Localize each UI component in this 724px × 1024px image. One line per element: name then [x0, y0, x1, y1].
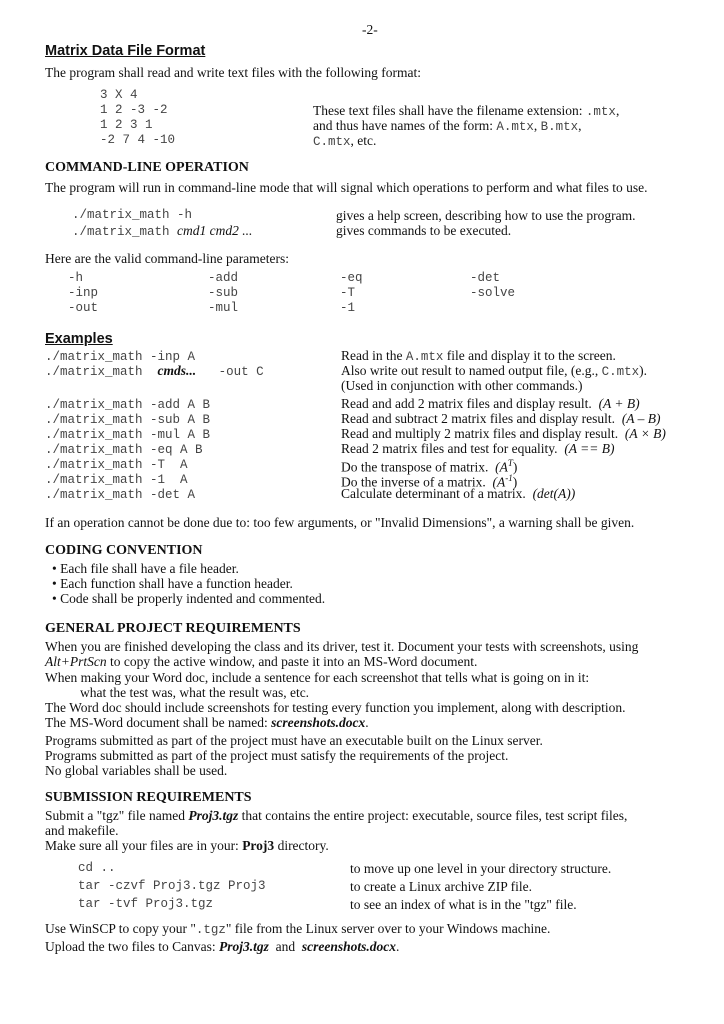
- matrix-line: 1 2 3 1: [100, 118, 153, 132]
- example-desc: Read in the A.mtx file and display it to the screen.: [341, 348, 616, 364]
- general-text: Alt+PrtScn to copy the active window, and paste it into an MS-Word document.: [45, 654, 478, 669]
- warning-text: If an operation cannot be done due to: too few arguments, or "Invalid Dimensions", a warning shall be given.: [45, 515, 635, 530]
- general-text: Programs submitted as part of the project must have an executable built on the Linux server.: [45, 733, 543, 748]
- heading-examples: Examples: [45, 331, 113, 347]
- submission-command: cd ..: [78, 861, 116, 875]
- command-text: ./matrix_math -det A: [45, 488, 196, 502]
- example-desc: Read and subtract 2 matrix files and display result. (A – B): [341, 411, 661, 426]
- command-desc: gives commands to be executed.: [336, 223, 512, 238]
- command-text: ./matrix_math -sub A B: [45, 413, 211, 427]
- general-text: The Word doc should include screenshots for testing every function you implement, along with description.: [45, 700, 626, 715]
- command-desc: gives a help screen, describing how to use the program.: [336, 208, 636, 223]
- heading-matrix-format: Matrix Data File Format: [45, 43, 206, 59]
- matrix-line: 3 X 4: [100, 88, 138, 102]
- cmdline-intro: The program will run in command-line mode that will signal which operations to perform and what files to use.: [45, 180, 648, 195]
- example-desc: Do the transpose of matrix. $(A^T)$: [341, 458, 518, 475]
- heading-general: GENERAL PROJECT REQUIREMENTS: [45, 621, 301, 636]
- general-text: what the test was, what the result was, etc.: [80, 685, 310, 700]
- command-text: ./matrix_math -T A: [45, 458, 188, 472]
- submission-command: tar -tvf Proj3.tgz: [78, 897, 214, 911]
- heading-command-line: COMMAND-LINE OPERATION: [45, 160, 249, 175]
- example-desc: Read and multiply 2 matrix files and display result. (A × B): [341, 426, 666, 441]
- submission-text: Upload the two files to Canvas: Proj3.tgz and screenshots.docx.: [45, 939, 400, 954]
- general-text: When you are finished developing the class and its driver, test it. Document your tests with screenshots, using: [45, 639, 639, 654]
- param-item: -out: [68, 301, 99, 315]
- param-item: -det: [470, 271, 501, 285]
- submission-text: Make sure all your files are in your: Proj3 directory.: [45, 838, 329, 853]
- param-item: -inp: [68, 286, 99, 300]
- param-item: -mul: [208, 301, 239, 315]
- page-number: -2-: [362, 22, 378, 37]
- command: ./matrix_math cmd1 cmd2 ...: [72, 223, 253, 239]
- param-item: -eq: [340, 271, 363, 285]
- example-desc: Do the inverse of a matrix. $(A^{-1})$: [341, 473, 518, 490]
- command-text: ./matrix_math -1 A: [45, 473, 188, 487]
- param-item: -1: [340, 301, 356, 315]
- bullet-item: • Code shall be properly indented and commented.: [52, 591, 325, 606]
- general-text: The MS-Word document shall be named: screenshots.docx.: [45, 715, 369, 730]
- command-text: ./matrix_math -mul A B: [45, 428, 211, 442]
- format-intro: The program shall read and write text files with the following format:: [45, 65, 422, 80]
- submission-text: Use WinSCP to copy your ".tgz" file from the Linux server over to your Windows machine.: [45, 921, 551, 937]
- example-desc: Read and add 2 matrix files and display result. (A + B): [341, 396, 640, 411]
- general-text: When making your Word doc, include a sentence for each screenshot that tells what is going on in it:: [45, 670, 590, 685]
- format-note: and thus have names of the form: A.mtx, B.mtx,: [313, 118, 582, 134]
- param-item: -add: [208, 271, 239, 285]
- submission-command-desc: to see an index of what is in the "tgz" file.: [350, 897, 577, 912]
- submission-text: and makefile.: [45, 823, 119, 838]
- command-text: ./matrix_math: [45, 365, 158, 379]
- param-item: -sub: [208, 286, 239, 300]
- format-note: C.mtx, etc.: [313, 133, 377, 149]
- matrix-line: 1 2 -3 -2: [100, 103, 168, 117]
- param-item: -h: [68, 271, 84, 285]
- example-desc: Also write out result to named output file, (e.g., C.mtx).: [341, 363, 647, 379]
- submission-command-desc: to create a Linux archive ZIP file.: [350, 879, 533, 894]
- bullet-item: • Each function shall have a function header.: [52, 576, 293, 591]
- submission-command-desc: to move up one level in your directory structure.: [350, 861, 612, 876]
- example-command: [45, 486, 195, 503]
- matrix-line: -2 7 4 -10: [100, 133, 176, 147]
- command-arg: cmds...: [157, 363, 197, 378]
- general-text: Programs submitted as part of the project must satisfy the requirements of the project.: [45, 748, 509, 763]
- param-item: -T: [340, 286, 356, 300]
- format-note: These text files shall have the filename extension: .mtx,: [313, 103, 620, 119]
- bullet-item: • Each file shall have a file header.: [52, 561, 239, 576]
- heading-submission: SUBMISSION REQUIREMENTS: [45, 790, 252, 805]
- command-text: ./matrix_math -add A B: [45, 398, 211, 412]
- example-desc: Calculate determinant of a matrix. (det(A)): [341, 486, 576, 501]
- submission-command: tar -czvf Proj3.tgz Proj3: [78, 879, 266, 893]
- command-text: ./matrix_math -inp A: [45, 350, 196, 364]
- example-desc: (Used in conjunction with other commands.): [341, 378, 583, 393]
- general-text: No global variables shall be used.: [45, 763, 228, 778]
- example-desc: Read 2 matrix files and test for equality. (A == B): [341, 441, 615, 456]
- command: ./matrix_math -h: [72, 208, 193, 222]
- command-text: -out C: [196, 365, 264, 379]
- params-intro: Here are the valid command-line parameters:: [45, 251, 290, 266]
- heading-coding: CODING CONVENTION: [45, 543, 203, 558]
- example-command: [45, 363, 264, 380]
- param-item: -solve: [470, 286, 516, 300]
- submission-text: Submit a "tgz" file named Proj3.tgz that contains the entire project: executable, source files, test script files,: [45, 808, 628, 823]
- command-text: ./matrix_math -eq A B: [45, 443, 203, 457]
